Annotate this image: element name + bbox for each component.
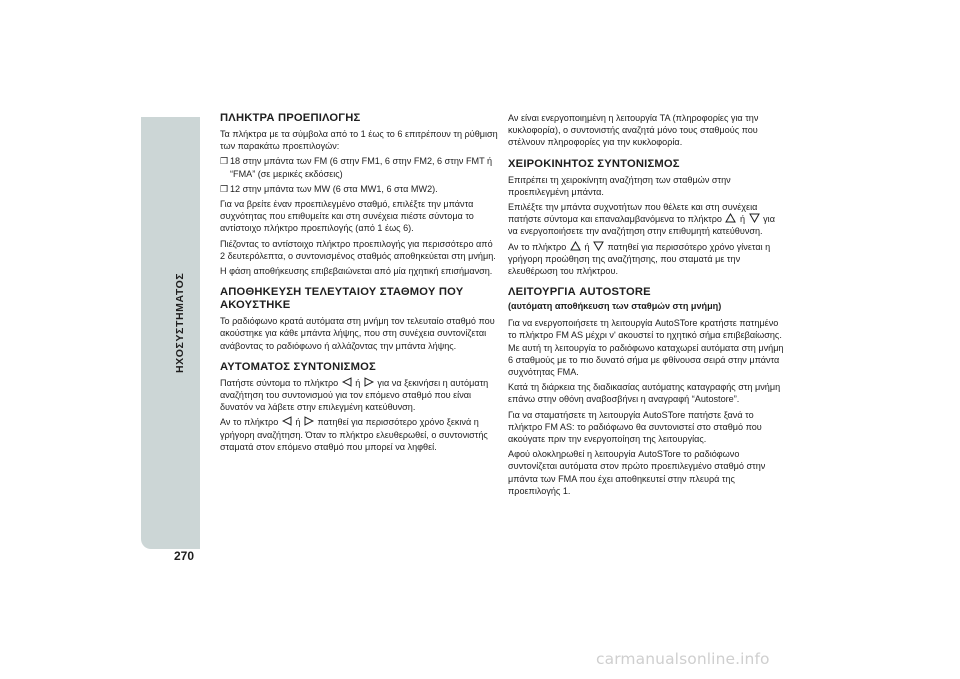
section-intro [508,112,786,149]
paragraph: Το ραδιόφωνο κρατά αυτόματα στη μνήμη τον τελευταίο σταθμό που ακούστηκε για κάθε μπάντα λήψης, που στη συνέχεια συντονίζεται ανάβοντας το ραδιόφωνο ή αλλάζοντας την μπάντα λήψης. [220,316,495,351]
section-manual-tuning [508,158,786,278]
left-column [220,112,498,462]
section-tab-label: ΗΧΟΣΥΣΤΗΜΑΤΟΣ [174,272,186,374]
triangle-up-icon [725,213,736,223]
paragraph: Για να βρείτε έναν προεπιλεγμένο σταθμό, επιλέξτε την μπάντα συχνότητας που επιθυμείτε και στη συνέχεια πιέστε σύντομα το αντίστοιχο πλήκτρο προεπιλογής (από 1 έως 6). [220,199,474,234]
triangle-down-icon [749,213,760,223]
checkbox-bullet-icon: ❒ [220,183,229,194]
section-heading: ΑΠΟΘΗΚΕΥΣΗ ΤΕΛΕΥΤΑΙΟΥ ΣΤΑΘΜΟΥ ΠΟΥ ΑΚΟΥΣΤΗΚΕ [220,286,464,312]
paragraph: Κατά τη διάρκεια της διαδικασίας αυτόματης καταγραφής στη μνήμη επάνω στην οθόνη αναβοσβήνει η αναγραφή “Autostore”. [508,382,781,405]
paragraph: Πιέζοντας το αντίστοιχο πλήκτρο προεπιλογής για περισσότερο από 2 δευτερόλεπτα, ο συντονισμένος σταθμός αποθηκεύεται στη μνήμη. [220,238,496,261]
paragraph: Πατήστε σύντομα το πλήκτρο ή για να ξεκινήσει η αυτόματη αναζήτηση του συντονισμού για τον επόμενο σταθμό που είναι δυνατόν να λάβετε στην επιλεγμένη κατεύθυνση. [220,377,489,413]
triangle-right-icon [364,377,374,387]
section-heading: ΑΥΤΟΜΑΤΟΣ ΣΥΝΤΟΝΙΣΜΟΣ [220,360,376,373]
right-column [508,112,786,506]
bullet-text: 12 στην μπάντα των MW (6 στα MW1, 6 στα MW2). [230,183,438,194]
section-heading: ΛΕΙΤΟΥΡΓΙΑ AUTOSTORE [508,286,651,299]
triangle-down-icon [593,241,604,251]
section-heading: ΧΕΙΡΟΚΙΝΗΤΟΣ ΣΥΝΤΟΝΙΣΜΟΣ [508,157,680,170]
section-auto-tuning [220,361,498,453]
bullet-item [220,155,498,179]
paragraph: Για να ενεργοποιήσετε τη λειτουργία AutoSTore κρατήστε πατημένο το πλήκτρο FM AS μέχρι ν' ακουστεί το ηχητικό σήμα επιβεβαίωσης. Με αυτή τη λειτουργία το ραδιόφωνο καταχωρεί αυτόματα στη μνήμη 6 σταθμούς με το πιο δυνατό σήμα με φθίνουσα σειρά στην μπάντα συχνότητας FMA. [508,318,784,378]
section-last-station [220,286,498,352]
triangle-left-icon [342,377,352,387]
paragraph: Αν το πλήκτρο ή πατηθεί για περισσότερο χρόνο γίνεται η γρήγορη προώθηση της αναζήτησης, που σταματά με την ελευθέρωση του πλήκτρου. [508,241,771,277]
section-autostore [508,286,786,497]
section-heading: ΠΛΗΚΤΡΑ ΠΡΟΕΠΙΛΟΓΗΣ [220,112,361,124]
paragraph: Αφού ολοκληρωθεί η λειτουργία AutoSTore το ραδιόφωνο συντονίζεται αυτόματα στον πρώτο προεπιλεγμένο σταθμό στην μπάντα των FMA που έχει αποθηκευτεί στην πλευρά της προεπιλογής 1. [508,449,766,496]
paragraph: Επιλέξτε την μπάντα συχνοτήτων που θέλετε και στη συνέχεια πατήστε σύντομα και επαναλαμβανόμενα το πλήκτρο ή για να ενεργοποιήσετε την αναζήτηση στην επιθυμητή κατεύθυνση. [508,202,775,237]
paragraph: Η φάση αποθήκευσης επιβεβαιώνεται από μία ηχητική επισήμανση. [220,266,493,277]
watermark: carmanualsonline.info [596,650,770,668]
section-subheading: (αυτόματη αποθήκευση των σταθμών στη μνήμη) [508,301,722,312]
section-preset-buttons [220,112,498,277]
paragraph: Επιτρέπει τη χειροκίνητη αναζήτηση των σταθμών στην προεπιλεγμένη μπάντα. [508,174,731,197]
triangle-left-icon [282,416,292,426]
bullet-item [220,183,498,195]
checkbox-bullet-icon: ❒ [220,156,229,167]
page-number: 270 [173,549,195,563]
paragraph: Τα πλήκτρα με τα σύμβολα από το 1 έως το 6 επιτρέπουν τη ρύθμιση των παρακάτω προεπιλογών: [220,129,498,152]
paragraph: Αν είναι ενεργοποιημένη η λειτουργία TA (πληροφορίες για την κυκλοφορία), ο συντονιστής αναζητά μόνο τους σταθμούς που στέλνουν πληροφορίες για την κυκλοφορία. [508,113,759,148]
side-band [141,117,200,537]
triangle-right-icon [304,416,314,426]
triangle-up-icon [570,241,581,251]
paragraph: Για να σταματήσετε τη λειτουργία AutoSTore πατήστε ξανά το πλήκτρο FM AS: το ραδιόφωνο θα συντονιστεί στο σταθμό που ακούγατε πριν την ενεργοποίηση της λειτουργίας. [508,409,762,445]
side-band-corner [141,537,200,549]
bullet-text: 18 στην μπάντα των FM (6 στην FM1, 6 στην FM2, 6 στην FMT ή “FMA” (σε μερικές εκδόσεις) [230,156,493,179]
paragraph: Αν το πλήκτρο ή πατηθεί για περισσότερο χρόνο ξεκινά η γρήγορη αναζήτηση. Όταν το πλήκτρο ελευθερωθεί, ο συντονιστής σταματά στον επόμενο σταθμό που μπορεί να ληφθεί. [220,417,488,452]
